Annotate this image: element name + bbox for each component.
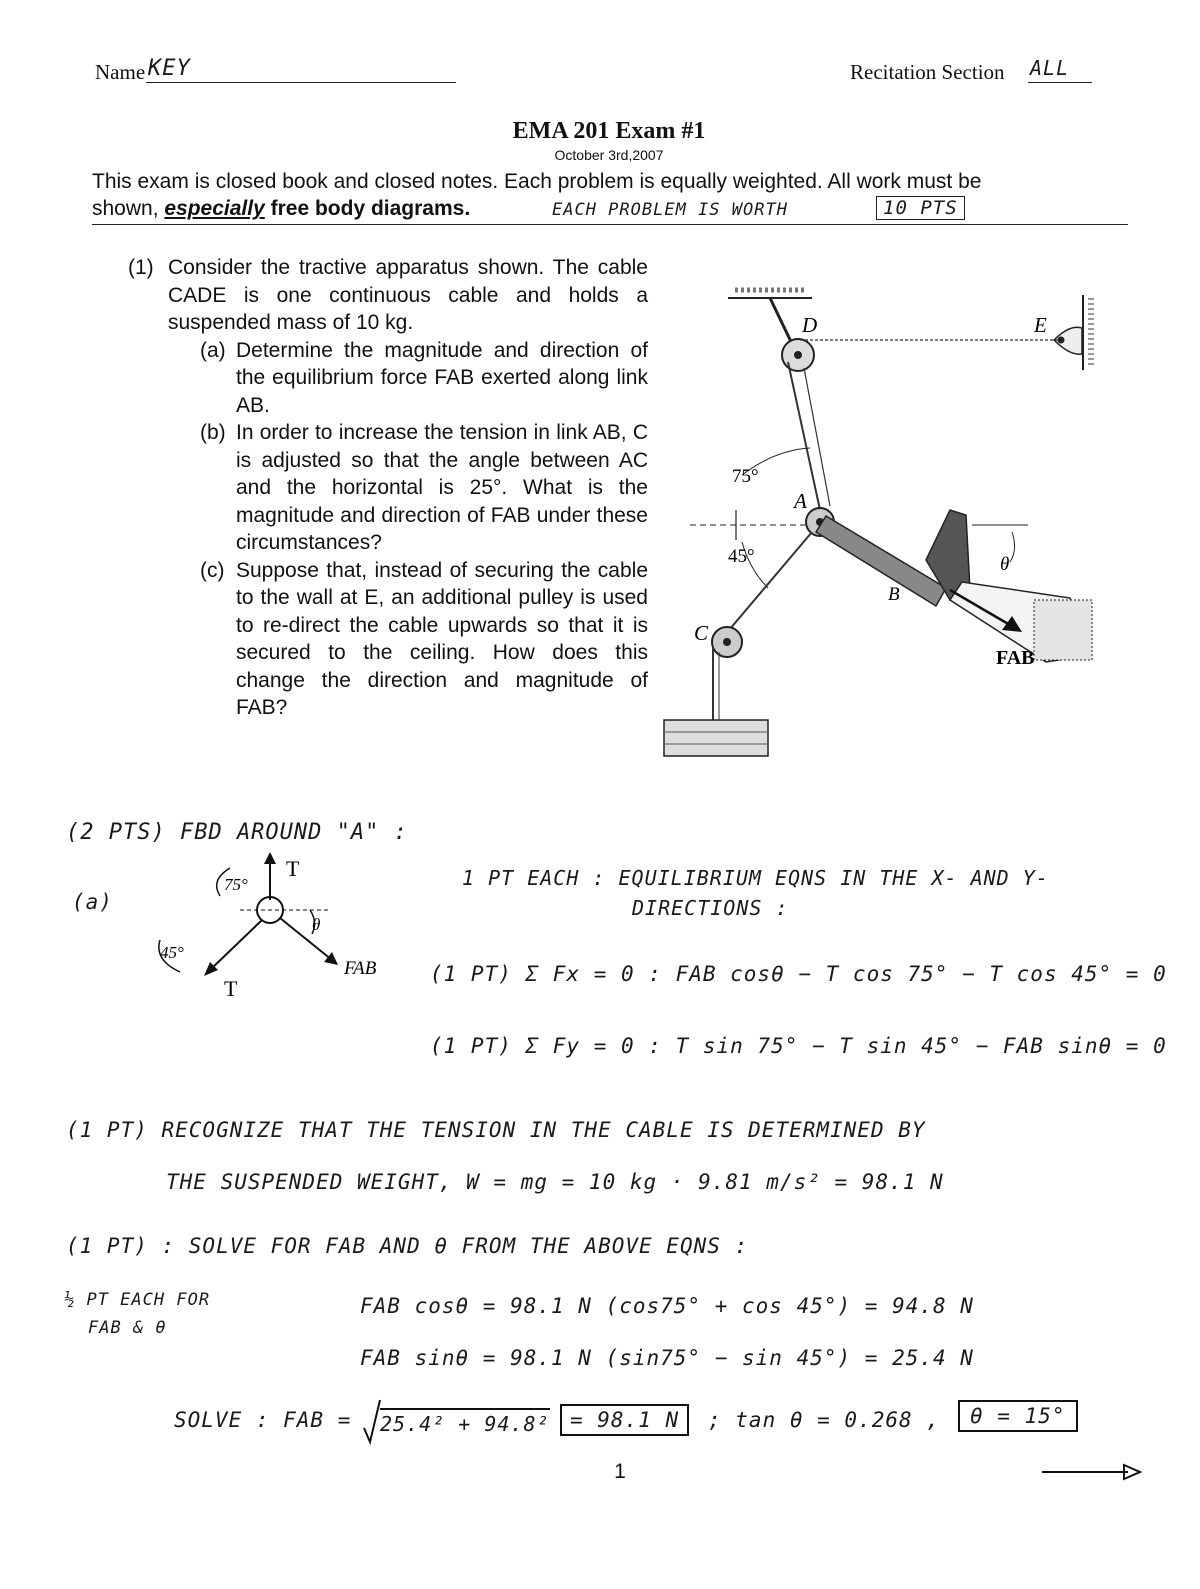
label-e: E <box>1034 313 1047 337</box>
header-rule <box>92 224 1128 225</box>
result-fab: = 98.1 N <box>560 1404 689 1436</box>
name-label: Name <box>95 60 146 84</box>
section-value: ALL <box>1030 56 1070 80</box>
problem-intro <box>128 254 648 337</box>
traction-apparatus-figure <box>650 270 1130 770</box>
fbd-sketch <box>140 850 400 1000</box>
label-b: B <box>888 584 900 605</box>
instructions-emphasis: especially <box>164 197 265 220</box>
label-c: C <box>694 621 709 645</box>
tan-expression: ; tan θ = 0.268 , <box>708 1408 940 1432</box>
fbd-angle-45-label: 45° <box>160 943 184 962</box>
anchor-e-pin <box>1058 337 1065 344</box>
problem-intro-text: Consider the tractive apparatus shown. The cable CADE is one continuous cable and holds a suspended mass of 10 kg. <box>168 256 648 334</box>
fbd-t-top-label: T <box>286 856 300 881</box>
name-underline <box>146 82 456 83</box>
theta-label: θ <box>1000 554 1010 575</box>
problem-part-b <box>200 419 648 557</box>
sqrt-expression: 25.4² + 94.8² <box>380 1408 550 1436</box>
part-c-text: Suppose that, instead of securing the cable to the wall at E, an additional pulley is used to re-direct the cable upwards so that it is secured to the ceiling. How does this change the direction and magnitude of FAB? <box>236 558 648 719</box>
equation-sum-fx: (1 PT) Σ Fx = 0 : FAB cosθ − T cos 75° − T cos 45° = 0 <box>430 962 1167 986</box>
recognize-line-2: THE SUSPENDED WEIGHT, W = mg = 10 kg · 9.81 m/s² = 98.1 N <box>166 1170 944 1194</box>
part-a-text: Determine the magnitude and direction of the equilibrium force FAB exerted along link AB. <box>236 338 648 417</box>
instructions-prefix: shown, <box>92 197 165 220</box>
recognize-line-1: (1 PT) RECOGNIZE THAT THE TENSION IN THE CABLE IS DETERMINED BY <box>66 1118 926 1142</box>
handwritten-points-note: EACH PROBLEM IS WORTH <box>552 200 788 220</box>
label-d: D <box>802 313 818 337</box>
part-a-marker: (a) <box>72 890 113 914</box>
equation-sum-fy: (1 PT) Σ Fy = 0 : T sin 75° − T sin 45° − FAB sinθ = 0 <box>430 1034 1167 1058</box>
instructions-line-1: This exam is closed book and closed notes. Each problem is equally weighted. All work must be <box>92 170 982 193</box>
exam-date: October 3rd,2007 <box>554 147 664 163</box>
theta-arc <box>1010 532 1015 562</box>
equilibrium-heading-2: DIRECTIONS : <box>632 896 789 920</box>
section-underline <box>1028 82 1092 83</box>
cable-da-2 <box>804 368 830 506</box>
half-point-note-1: ½ PT EACH FOR <box>64 1290 211 1310</box>
equation-fab-cos: FAB cosθ = 98.1 N (cos75° + cos 45°) = 94.8 N <box>360 1294 974 1318</box>
instructions-line-2 <box>92 197 470 221</box>
exam-title: EMA 201 Exam #1 <box>512 118 706 144</box>
problem-part-a <box>200 337 648 420</box>
handwritten-points-box: 10 PTS <box>876 196 965 220</box>
half-point-note-2: FAB & θ <box>88 1318 167 1338</box>
angle-45-label: 45° <box>728 546 755 567</box>
fbd-heading: (2 PTS) FBD AROUND "A" : <box>66 820 408 845</box>
page-number: 1 <box>614 1460 626 1483</box>
fbd-f-label: FAB <box>344 958 377 979</box>
equation-fab-sin: FAB sinθ = 98.1 N (sin75° − sin 45°) = 25.4 N <box>360 1346 974 1370</box>
label-a: A <box>794 489 807 513</box>
solve-label: SOLVE : FAB = <box>174 1408 352 1432</box>
part-b-label: (b) <box>200 421 226 444</box>
section-label: Recitation Section <box>850 60 1005 84</box>
part-a-label: (a) <box>200 338 226 362</box>
instructions-bold: free body diagrams. <box>264 197 471 220</box>
fbd-angle-75-label: 75° <box>224 875 248 894</box>
pulley-d-hub <box>794 351 802 359</box>
name-value: KEY <box>148 56 191 81</box>
problem-number: (1) <box>128 256 154 279</box>
suspended-mass <box>664 720 768 756</box>
part-c-label: (c) <box>200 558 225 582</box>
leg-cast <box>1034 600 1092 660</box>
fbd-t-down-line <box>210 920 262 970</box>
force-fab-label: FAB <box>996 647 1035 669</box>
problem-part-c <box>200 557 648 722</box>
fbd-t-up-arrowhead <box>264 852 276 864</box>
fbd-theta-label: θ <box>312 915 321 934</box>
fbd-f-line <box>280 918 332 960</box>
sqrt-sign <box>362 1398 382 1446</box>
equilibrium-heading-1: 1 PT EACH : EQUILIBRIUM EQNS IN THE X- AND Y- <box>462 866 1049 890</box>
cable-da <box>788 362 820 510</box>
problem-statement <box>128 254 648 722</box>
solve-heading: (1 PT) : SOLVE FOR FAB AND θ FROM THE ABOVE EQNS : <box>66 1234 749 1258</box>
pulley-c-hub <box>723 638 731 646</box>
result-theta: θ = 15° <box>958 1400 1078 1432</box>
angle-75-label: 75° <box>732 466 759 487</box>
part-b-text: In order to increase the tension in link AB, C is adjusted so that the angle between AC and the horizontal is 25°. What is the magnitude and direction of FAB under these circumstances? <box>236 421 648 554</box>
fbd-t-bottom-label: T <box>224 976 238 1000</box>
